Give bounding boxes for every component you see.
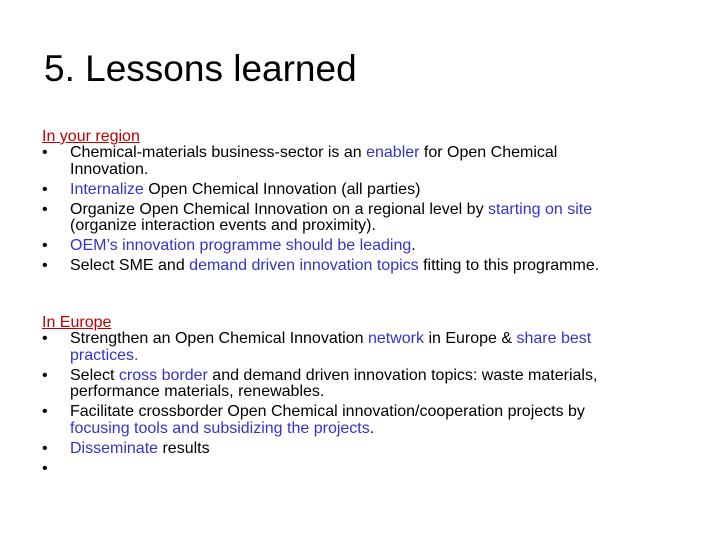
highlight-text: OEM’s innovation programme should be leading <box>70 237 412 255</box>
list-item <box>42 202 682 235</box>
list-item <box>42 404 682 437</box>
item-text: Innovation. <box>70 160 149 178</box>
bullet: • <box>42 144 48 162</box>
item-text: for Open Chemical <box>419 144 558 162</box>
europe-section <box>42 315 682 477</box>
item-text: . <box>369 419 375 437</box>
highlight-text: share best <box>516 330 592 348</box>
bullet: • <box>42 237 48 255</box>
bullet: • <box>42 200 48 218</box>
item-text: in Europe & <box>424 330 517 348</box>
highlight-text: Internalize <box>70 180 144 198</box>
highlight-text: practices. <box>70 346 139 364</box>
item-text: Chemical-materials business-sector is an <box>70 144 367 162</box>
europe-list <box>42 331 682 477</box>
list-item <box>42 145 682 178</box>
item-text: Facilitate crossborder Open Chemical innovation/cooperation projects by <box>70 403 585 421</box>
item-text: (organize interaction events and proximity). <box>70 217 376 235</box>
item-text: . <box>411 237 416 255</box>
item-text: Organize Open Chemical Innovation on a regional level by <box>70 200 489 218</box>
region-section <box>42 129 682 275</box>
list-item <box>42 258 682 274</box>
item-text: results <box>158 439 210 457</box>
highlight-text: Disseminate <box>70 439 159 457</box>
item-text: and demand driven innovation topics: waste materials, <box>207 366 598 384</box>
list-item <box>42 182 682 198</box>
item-text: Select <box>70 366 119 384</box>
region-list <box>42 145 682 274</box>
bullet: • <box>42 257 48 275</box>
highlight-text: demand driven innovation topics <box>189 257 419 275</box>
highlight-text: enabler <box>366 144 420 162</box>
list-item <box>42 238 682 254</box>
item-text: fitting to this programme. <box>418 257 600 275</box>
item-text: Strengthen an Open Chemical Innovation <box>70 330 368 348</box>
bullet: • <box>42 403 48 421</box>
region-heading: In your region <box>42 128 140 145</box>
list-item-empty <box>42 461 682 477</box>
list-item <box>42 441 682 457</box>
bullet: • <box>42 459 48 477</box>
slide-title: 5. Lessons learned <box>44 48 357 89</box>
europe-heading: In Europe <box>42 314 112 331</box>
bullet: • <box>42 330 48 348</box>
item-text: Open Chemical Innovation (all parties) <box>143 180 421 198</box>
bullet: • <box>42 180 48 198</box>
item-text: Select SME and <box>70 257 190 275</box>
highlight-text: cross border <box>118 366 208 384</box>
highlight-text: network <box>367 330 424 348</box>
list-item <box>42 368 682 401</box>
list-item <box>42 331 682 364</box>
bullet: • <box>42 439 48 457</box>
bullet: • <box>42 366 48 384</box>
highlight-text: starting on site <box>488 200 593 218</box>
item-text: performance materials, renewables. <box>70 383 325 401</box>
highlight-text: focusing tools and subsidizing the projects <box>70 419 370 437</box>
